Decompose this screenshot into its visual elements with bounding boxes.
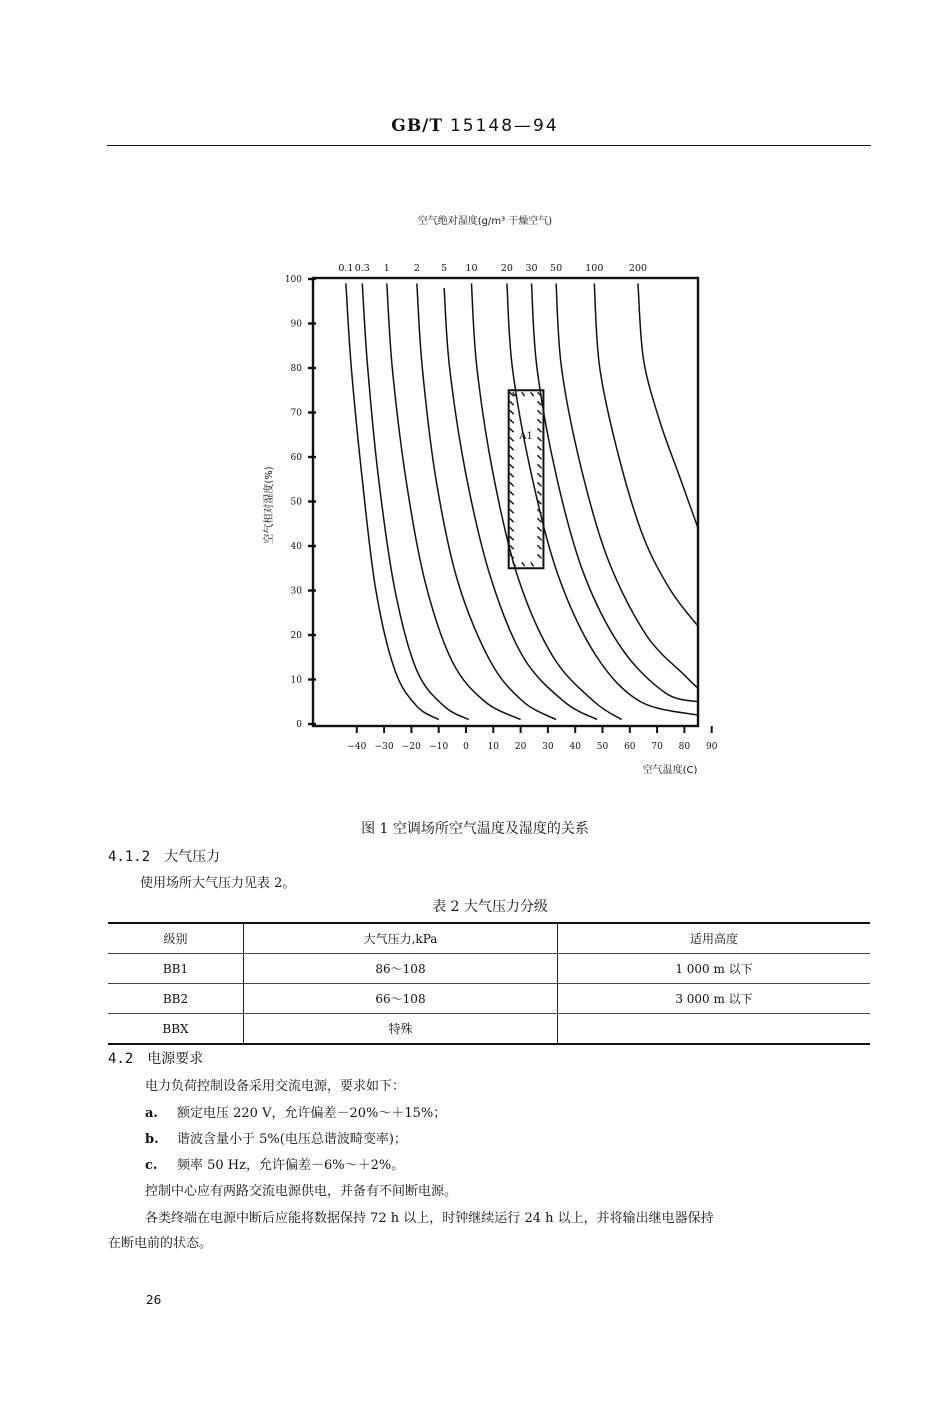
y-tick-label: 100 bbox=[284, 275, 302, 285]
section-4-2-intro: 电力负荷控制设备采用交流电源，要求如下： bbox=[145, 1079, 406, 1094]
col-header-altitude: 适用高度 bbox=[558, 923, 871, 954]
x-tick-label: 10 bbox=[487, 742, 500, 752]
x-tick-label: 80 bbox=[678, 742, 691, 752]
standard-prefix: GB/T bbox=[391, 116, 444, 136]
top-axis-label: 2 bbox=[413, 263, 420, 274]
table-row bbox=[108, 1014, 870, 1045]
top-axis-label: 100 bbox=[585, 263, 604, 274]
iso-humidity-curve-30 bbox=[532, 283, 699, 701]
iso-humidity-curves bbox=[346, 283, 698, 719]
section-4-2-para-1: 控制中心应有两路交流电源供电，并备有不间断电源。 bbox=[145, 1184, 458, 1199]
list-text: 额定电压 220 V，允许偏差－20%～＋15%； bbox=[177, 1106, 447, 1121]
iso-humidity-curve-100 bbox=[594, 283, 698, 626]
top-axis-label: 50 bbox=[550, 263, 563, 274]
standard-number: 15148—94 bbox=[449, 116, 559, 136]
y-tick-label: 50 bbox=[290, 497, 302, 508]
cell-altitude bbox=[558, 1014, 871, 1045]
iso-humidity-curve-1 bbox=[387, 283, 521, 719]
y-tick-label: 40 bbox=[290, 542, 302, 552]
cell-pressure: 66～108 bbox=[244, 984, 558, 1014]
x-tick-label: −20 bbox=[401, 742, 421, 752]
cell-pressure: 特殊 bbox=[244, 1014, 558, 1045]
cell-altitude: 3 000 m 以下 bbox=[558, 984, 871, 1014]
x-tick-label: 60 bbox=[624, 742, 636, 752]
x-tick-label: −40 bbox=[347, 742, 367, 752]
y-tick-label: 90 bbox=[290, 319, 302, 330]
region-a1 bbox=[509, 390, 544, 568]
list-label: c. bbox=[145, 1158, 158, 1173]
iso-humidity-curve-10 bbox=[471, 283, 621, 719]
table-2 bbox=[108, 922, 870, 1045]
x-tick-label: 70 bbox=[651, 742, 663, 752]
x-tick-label: 50 bbox=[596, 742, 609, 752]
x-tick-label: 40 bbox=[569, 742, 581, 752]
cell-grade: BBX bbox=[108, 1014, 244, 1045]
col-header-grade: 级别 bbox=[108, 923, 244, 954]
cell-altitude: 1 000 m 以下 bbox=[558, 954, 871, 984]
top-axis-label: 200 bbox=[628, 263, 648, 274]
iso-humidity-curve-200 bbox=[638, 283, 698, 528]
y-tick-label: 20 bbox=[290, 631, 302, 641]
x-axis-ticks bbox=[347, 726, 717, 752]
y-tick-label: 30 bbox=[290, 586, 302, 597]
iso-humidity-curve-0.3 bbox=[362, 283, 468, 719]
x-tick-label: −30 bbox=[374, 742, 394, 752]
top-axis-label: 10 bbox=[465, 263, 478, 274]
cell-grade: BB2 bbox=[108, 984, 244, 1014]
list-text: 频率 50 Hz，允许偏差－6%～＋2%。 bbox=[177, 1158, 405, 1173]
x-tick-label: 0 bbox=[463, 742, 469, 752]
section-4-2-para-2: 各类终端在电源中断后应能将数据保持 72 h 以上，时钟继续运行 24 h 以上，并将输出继电器保持 bbox=[145, 1211, 714, 1226]
list-item-b bbox=[145, 1128, 407, 1147]
table-2-title: 表 2 大气压力分级 bbox=[432, 899, 548, 915]
list-item-c bbox=[145, 1154, 404, 1173]
x-tick-label: 30 bbox=[542, 742, 554, 752]
y-tick-label: 80 bbox=[290, 364, 302, 374]
section-4-1-2-body: 使用场所大气压力见表 2。 bbox=[140, 876, 296, 891]
iso-humidity-curve-0.1 bbox=[346, 283, 439, 719]
table-row bbox=[108, 984, 870, 1014]
cell-grade: BB1 bbox=[108, 954, 244, 984]
y-tick-label: 70 bbox=[290, 408, 302, 419]
iso-humidity-curve-5 bbox=[444, 288, 597, 720]
top-axis-label: 20 bbox=[500, 263, 513, 274]
section-4-2-heading bbox=[108, 1048, 203, 1068]
section-title: 电源要求 bbox=[147, 1051, 204, 1067]
top-axis-label: 0.1 bbox=[338, 263, 354, 274]
cell-pressure: 86～108 bbox=[244, 954, 558, 984]
list-label: b. bbox=[145, 1132, 159, 1147]
y-tick-label: 60 bbox=[290, 453, 302, 463]
y-axis-ticks bbox=[285, 275, 316, 730]
top-axis-label: 30 bbox=[525, 263, 538, 274]
top-axis-label: 5 bbox=[441, 263, 448, 274]
section-4-2-para-2-cont: 在断电前的状态。 bbox=[108, 1236, 213, 1251]
x-tick-label: 90 bbox=[705, 742, 718, 752]
list-label: a. bbox=[145, 1106, 158, 1121]
x-tick-label: 20 bbox=[514, 742, 527, 752]
y-tick-label: 10 bbox=[290, 675, 302, 686]
plot-frame bbox=[313, 278, 698, 726]
left-axis-title: 空气相对湿度(%) bbox=[264, 466, 275, 544]
col-header-pressure: 大气压力,kPa bbox=[244, 923, 558, 954]
figure-caption: 图 1 空调场所空气温度及湿度的关系 bbox=[361, 821, 589, 837]
top-axis-label: 1 bbox=[383, 263, 390, 274]
top-axis-labels bbox=[338, 263, 647, 274]
top-axis-title: 空气绝对湿度(g/m³ 干燥空气) bbox=[417, 216, 553, 227]
section-4-1-2-heading bbox=[108, 846, 220, 866]
top-axis-label: 0.3 bbox=[354, 263, 370, 274]
bottom-axis-title: 空气温度(C) bbox=[642, 765, 698, 776]
section-title: 大气压力 bbox=[164, 849, 221, 865]
section-number: 4.2 bbox=[108, 1051, 134, 1067]
page-number: 26 bbox=[146, 1293, 162, 1307]
region-label: A1 bbox=[519, 431, 533, 443]
table-row bbox=[108, 954, 870, 984]
x-tick-label: −10 bbox=[429, 742, 449, 752]
list-item-a bbox=[145, 1102, 446, 1121]
list-text: 谐波含量小于 5%(电压总谐波畸变率)； bbox=[177, 1132, 407, 1147]
section-number: 4.1.2 bbox=[108, 849, 151, 865]
y-tick-label: 0 bbox=[296, 720, 302, 730]
table-header-row bbox=[108, 923, 870, 954]
